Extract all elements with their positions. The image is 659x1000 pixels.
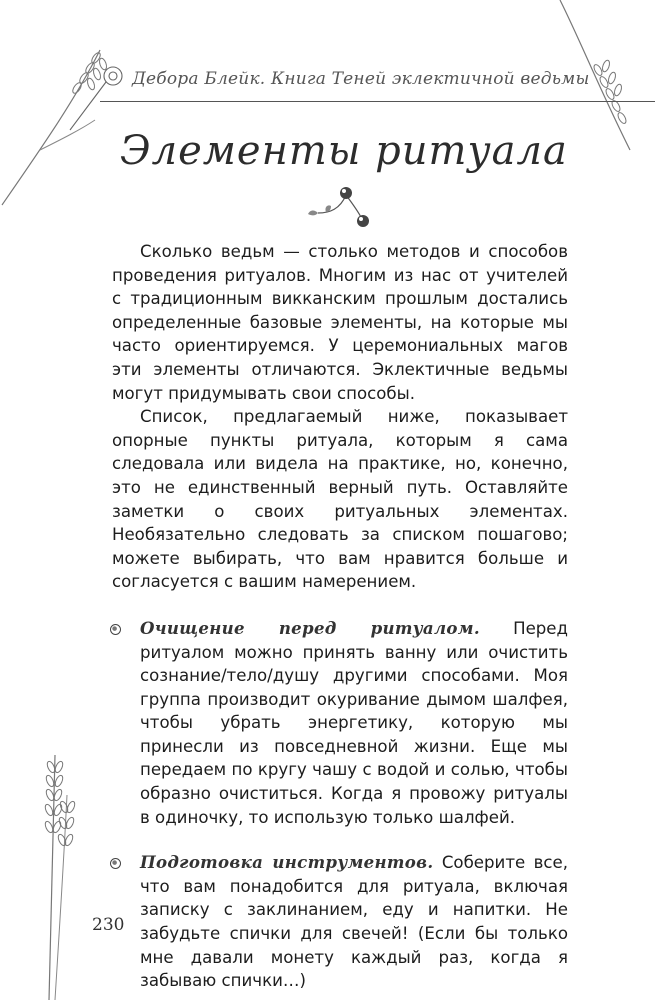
item-heading: Очищение перед ритуалом.: [140, 617, 480, 638]
list-item: [112, 617, 568, 829]
body-text: [112, 240, 568, 1000]
page-number: 230: [92, 915, 125, 935]
lavender-sprig-bottom-left-icon: [25, 755, 85, 1000]
chapter-title: Элементы ритуала: [120, 128, 568, 174]
item-text: Соберите все, что вам понадобится для ритуала, включая записку с заклинанием, еду и напитки. Не забудьте спички для свечей! (Если бы только мне давали монету каждый раз, когда я забываю спички…): [140, 853, 569, 991]
bullet-icon: [110, 624, 121, 635]
item-text: Перед ритуалом можно принять ванну или очистить сознание/тело/душу другими способами. Моя группа производит окуривание дымом шалфея, чтобы убрать энергетику, которую мы принесли из повседневной жизни. Еще мы передаем по кругу чашу с водой и солью, чтобы образно очиститься. Когда я провожу ритуалы в одиночку, то использую только шалфей.: [140, 618, 568, 827]
lavender-sprig-top-left-icon: [0, 30, 135, 210]
berry-ornament-icon: [300, 183, 380, 233]
item-heading: Подготовка инструментов.: [140, 852, 434, 873]
running-head: Дебора Блейк. Книга Теней эклектичной ведьмы: [132, 69, 590, 89]
list-item: [112, 851, 568, 993]
header-rule: [100, 101, 655, 102]
paragraph: Список, предлагаемый ниже, показывает опорные пункты ритуала, которым я сама следовала или видела на практике, но, конечно, это не единственный верный путь. Оставляйте заметки о своих ритуальных элементах. Необязательно следовать за списком пошагово; можете выбирать, что вам нравится больше и согласуется с вашим намерением.: [112, 407, 568, 592]
paragraph: Сколько ведьм — столько методов и способов проведения ритуалов. Многим из нас от учителей с традиционным викканским прошлым достались определенные базовые элементы, на которые мы часто ориентируемся. У церемониальных магов эти элементы отличаются. Эклектичные ведьмы могут придумывать свои способы.: [112, 242, 568, 403]
ritual-elements-list: [112, 617, 568, 993]
